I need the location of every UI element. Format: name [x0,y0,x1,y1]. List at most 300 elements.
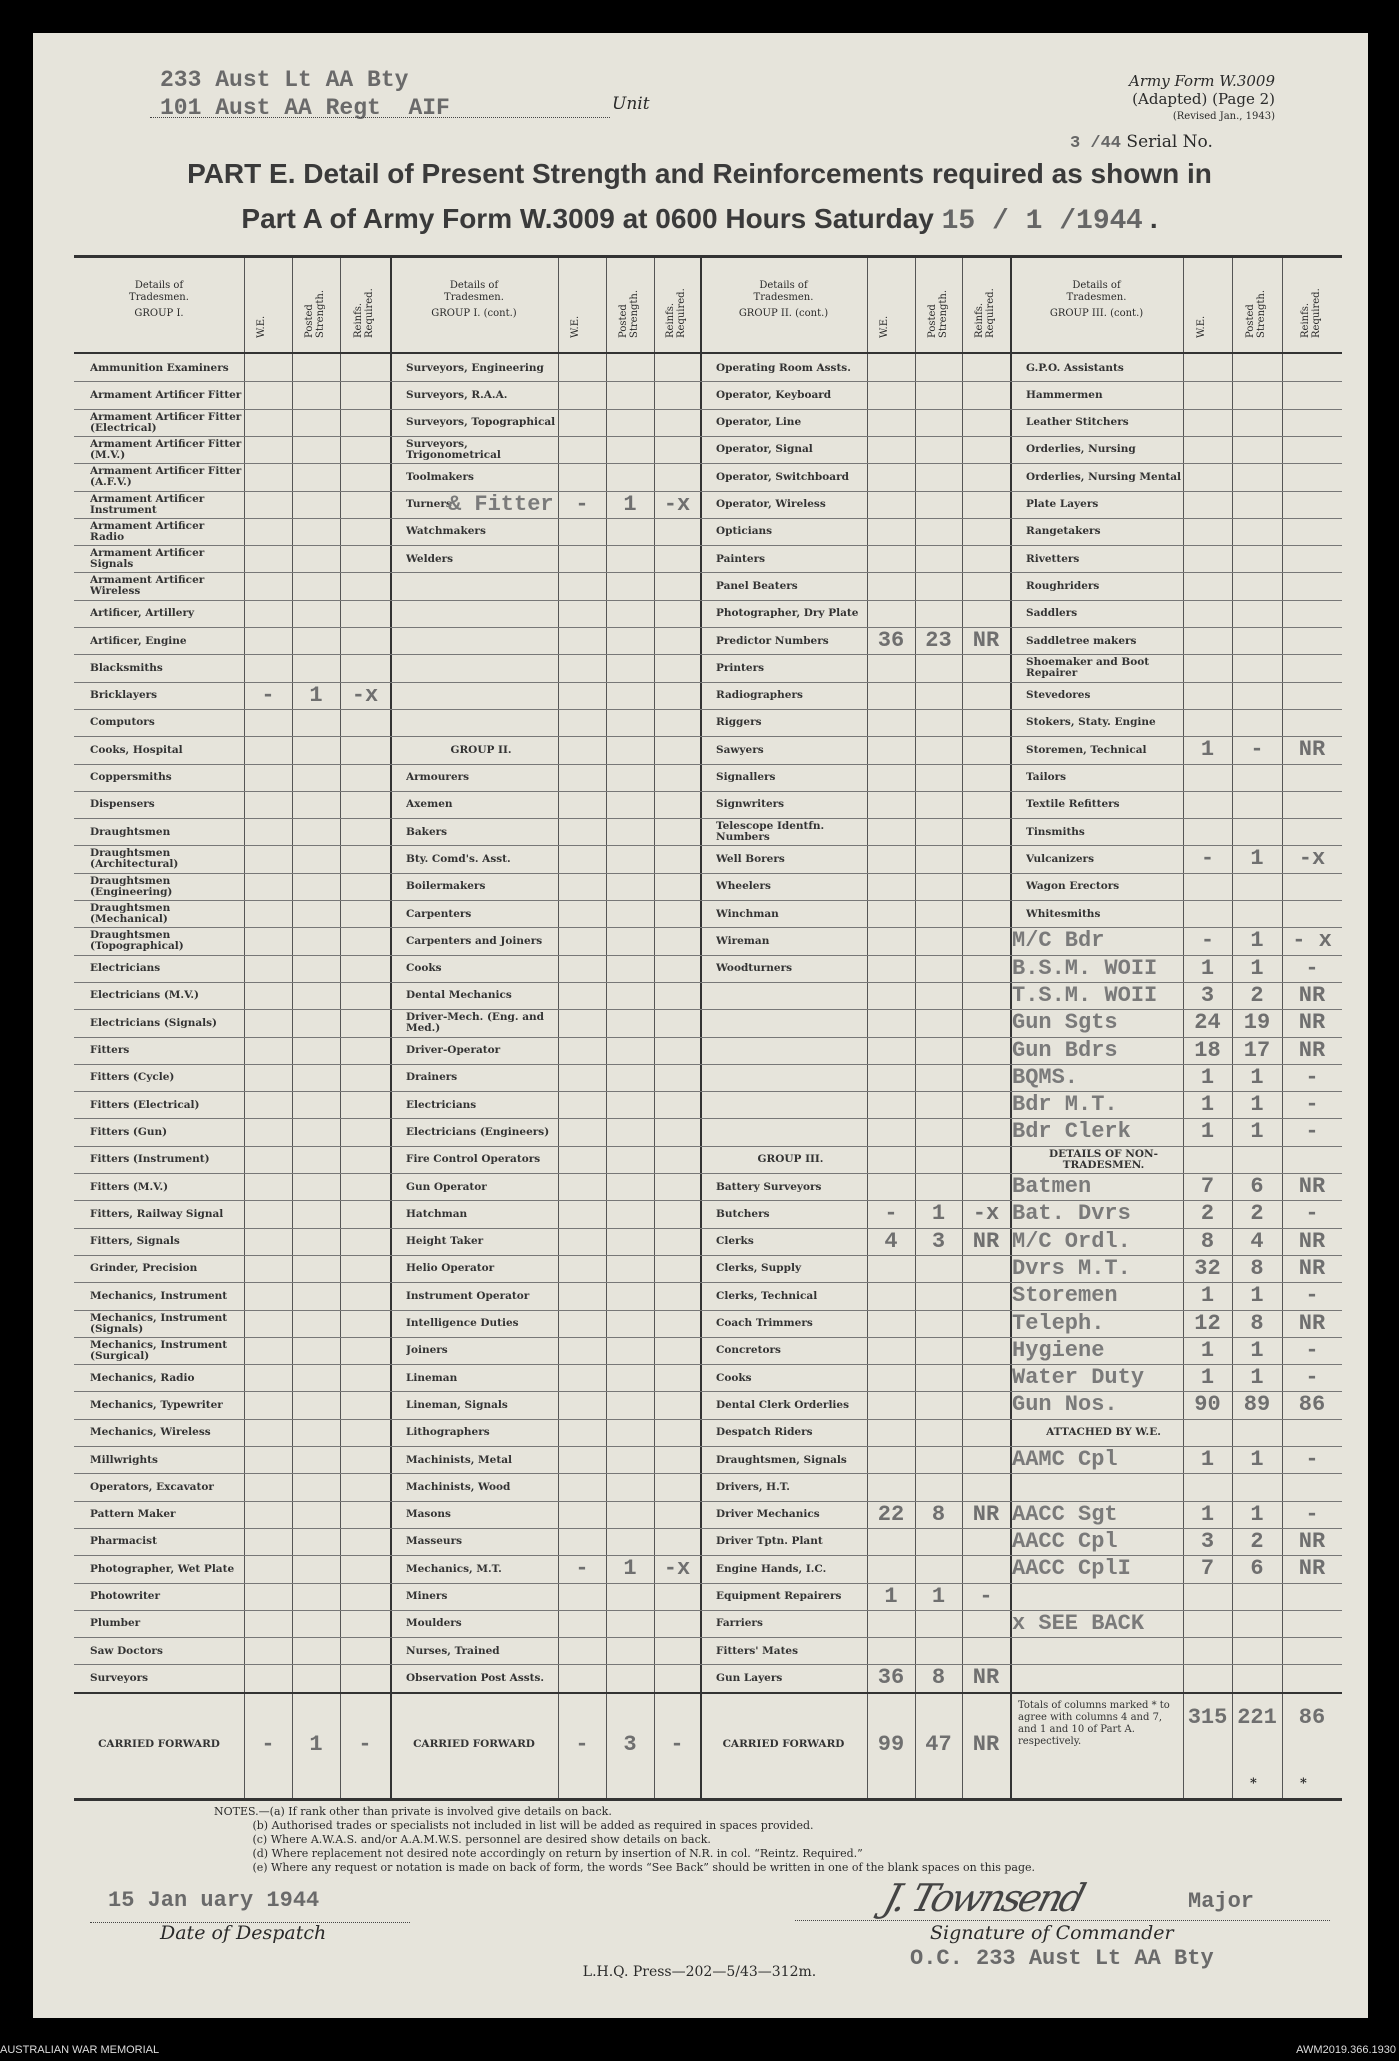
trade-label: Woodturners [716,962,793,975]
strength-value: - [1200,928,1215,954]
strength-value: NR [972,628,1000,653]
row-rule [74,627,1342,628]
row-rule [74,764,1342,765]
strength-table [74,255,1342,1801]
details-heading: Details of Tradesmen. [753,280,814,303]
posted-strength-header: Posted Strength. [926,289,949,338]
strength-value: 18 [1194,1037,1221,1063]
trade-label: Signwriters [716,798,785,811]
strength-value: 19 [1243,1010,1271,1036]
trade-label: Riggers [716,716,762,729]
trade-label: Orderlies, Nursing [1026,443,1136,456]
trade-label: Fire Control Operators [406,1153,541,1166]
carried-forward-value: - [575,1731,589,1757]
strength-value: NR [1298,1037,1326,1063]
carried-forward-value: 99 [877,1731,905,1757]
typed-entry: Hygiene [1012,1337,1105,1363]
trade-label: Coach Trimmers [716,1317,813,1329]
trade-label: Surveyors, Topographical [406,416,556,429]
typed-entry: Gun Nos. [1012,1392,1118,1418]
strength-value: -x [663,1556,691,1582]
strength-value: 1 [1200,1501,1215,1527]
trade-label: Driver Mechanics [716,1508,820,1521]
trade-label: Tinsmiths [1026,825,1085,838]
header-rule [74,352,1342,354]
carried-forward-label: CARRIED FORWARD [722,1738,845,1750]
trade-label: Fitters (M.V.) [90,1180,169,1193]
strength-value: 1 [884,1583,898,1609]
typed-entry: M/C Bdr [1012,928,1105,954]
trade-label: Gun Layers [716,1671,783,1684]
strength-value: 8 [931,1665,946,1691]
posted-strength-header: Posted Strength. [618,289,640,338]
trade-label: Lithographers [406,1426,490,1439]
strength-value: 1 [1250,928,1264,954]
strength-value: 2 [1200,1201,1215,1227]
strength-value: NR [1298,1228,1326,1254]
grand-total-value: 315 [1187,1704,1228,1730]
trade-label: Cooks [716,1371,752,1384]
reinfs-required-header: Reinfs. Required. [1300,288,1322,338]
despatch-date: 15 Jan uary 1944 [108,1888,320,1913]
column-line [867,258,868,1798]
trade-label: Surveyors, R.A.A. [406,388,508,401]
strength-value: - x [1292,928,1332,954]
trade-label: Stokers, Staty. Engine [1026,716,1156,729]
trade-label: Artificer, Artillery [90,607,195,620]
trade-label: Bakers [406,825,448,838]
strength-value: - [1305,1365,1319,1391]
trade-label: Operator, Line [716,416,802,429]
details-heading: Details of Tradesmen. [1066,280,1127,303]
page-title-line1: PART E. Detail of Present Strength and Reinforcements required as shown in [187,158,1212,189]
trade-label: Well Borers [716,852,785,865]
trade-label: Intelligence Duties [406,1317,519,1329]
row-rule [74,873,1342,874]
trade-label: Dispensers [90,798,155,811]
trade-label: Battery Surveyors [716,1180,822,1193]
trade-label: Carpenters and Joiners [406,934,543,947]
trade-label: Fitters (Electrical) [90,1098,200,1111]
trade-label: Observation Post Assts. [406,1671,545,1684]
trade-label: Wagon Erectors [1026,880,1120,893]
strength-value: 12 [1194,1310,1221,1336]
trade-label: Concretors [716,1344,781,1357]
trade-label: Ammunition Examiners [90,361,229,374]
we-header: W.E. [256,315,267,338]
strength-value: 1 [623,491,637,517]
column-header-details [390,280,558,320]
reinfs-required-header: Reinfs. Required. [665,288,687,338]
strength-value: 1 [623,1556,637,1582]
trade-label: Signallers [716,771,776,783]
trade-label: Draughtsmen, Signals [716,1453,847,1466]
strength-value: - [1250,737,1264,763]
typed-entry: Dvrs M.T. [1012,1255,1131,1281]
trade-label: Plate Layers [1026,498,1099,510]
trade-label: Helio Operator [406,1262,495,1275]
trade-label: Fitters (Cycle) [90,1071,175,1084]
strength-value: 1 [1200,1092,1215,1118]
trade-label: Masseurs [406,1535,463,1548]
trade-label: Dental Clerk Orderlies [716,1398,850,1411]
strength-value: NR [972,1228,1000,1254]
typed-entry: AACC Sgt [1012,1501,1118,1527]
trade-label: Operators, Excavator [90,1480,214,1493]
asterisk-mark: * [1250,1776,1257,1791]
trade-label: Gun Operator [406,1180,487,1193]
trade-label: Cooks [406,962,442,975]
trade-label: Welders [406,552,454,565]
strength-value: 4 [1250,1228,1264,1254]
row-rule [74,791,1342,792]
strength-value: - [1305,1201,1319,1227]
carried-forward-value: - [670,1731,684,1757]
strength-value: NR [972,1665,1000,1691]
trade-label: Armament Artificer Radio [90,520,205,543]
serial-number: 3 /44 Serial No. [1070,132,1213,153]
row-rule [74,1583,1342,1584]
trade-label: Painters [716,552,766,565]
details-heading: Details of Tradesmen. [129,280,189,303]
trade-label: Stevedores [1026,689,1091,702]
strength-value: -x [1298,846,1326,872]
strength-value: 1 [1250,1092,1264,1118]
strength-value: 1 [1250,846,1264,872]
trade-label: Wheelers [716,880,771,893]
trade-label: Photographer, Dry Plate [716,607,859,620]
strength-value: 1 [1200,737,1215,763]
strength-value: 89 [1243,1392,1271,1418]
trade-label: Mechanics, M.T. [406,1562,502,1575]
typed-entry: Bdr M.T. [1012,1092,1118,1118]
row-rule [74,600,1342,601]
trade-label: Height Taker [406,1235,484,1248]
trade-label: Drainers [406,1071,458,1084]
trade-label: Coppersmiths [90,771,172,783]
typed-entry: & Fitter [448,491,554,517]
strength-value: 1 [1250,1064,1264,1090]
strength-value: 36 [877,628,905,653]
trade-label: GROUP II. [450,743,512,756]
trade-label: Storemen, Technical [1026,743,1147,756]
strength-value: 23 [925,628,952,653]
strength-value: 2 [1250,1528,1264,1554]
strength-value: 17 [1243,1037,1271,1063]
strength-value: 2 [1250,982,1264,1008]
column-header-details [1010,280,1183,320]
trade-label: Clerks, Technical [716,1289,818,1302]
strength-value: - [1200,846,1215,872]
trade-label: Operator, Keyboard [716,388,832,401]
trade-label: Shoemaker and Boot Repairer [1026,657,1150,680]
trade-label: Leather Stitchers [1026,416,1129,429]
column-line [340,258,341,1798]
trade-label: Textile Refitters [1026,798,1120,811]
trade-label: Operator, Wireless [716,498,826,510]
trade-label: Saddletree makers [1026,634,1137,647]
trade-label: Radiographers [716,689,803,702]
row-rule [74,572,1342,573]
trade-label: Millwrights [90,1453,158,1466]
trade-label: Surveyors [90,1671,149,1684]
strength-value: 1 [1200,955,1215,981]
trade-label: Driver-Mech. (Eng. and Med.) [406,1012,544,1035]
strength-value: NR [1298,982,1326,1008]
row-rule [74,436,1342,437]
details-heading: Details of Tradesmen. [444,280,504,303]
strength-value: - [575,491,589,517]
typed-entry: AACC Cpl [1012,1528,1118,1554]
archive-credit: AUSTRALIAN WAR MEMORIAL [0,2044,160,2056]
trade-label: Armament Artificer Fitter (A.F.V.) [90,466,242,489]
row-rule [74,1473,1342,1474]
trade-label: Pharmacist [90,1535,157,1548]
strength-value: 32 [1194,1255,1221,1281]
row-rule [74,845,1342,846]
column-line [244,258,245,1798]
trade-label: Machinists, Metal [406,1453,512,1466]
signature-underline [795,1920,1330,1921]
strength-value: 86 [1298,1392,1326,1418]
trade-label: Moulders [406,1617,462,1630]
strength-value: NR [972,1501,1000,1527]
column-header-details [700,280,867,320]
signature-label: Signature of Commander [930,1922,1174,1944]
press-imprint: L.H.Q. Press—202—5/43—312m. [582,1964,817,1980]
column-line [962,258,963,1798]
strength-value: 1 [931,1583,946,1609]
trade-label: GROUP III. [757,1153,824,1166]
strength-value: 3 [1200,982,1215,1008]
strength-value: - [979,1583,993,1609]
carried-forward-value: - [358,1731,372,1757]
strength-value: - [1305,1337,1319,1363]
trade-label: Draughtsmen (Engineering) [90,875,173,898]
strength-value: - [884,1201,898,1227]
trade-label: Bricklayers [90,689,158,702]
trade-label: Machinists, Wood [406,1480,511,1493]
trade-label: Armourers [406,771,470,783]
trade-label: Orderlies, Nursing Mental [1026,470,1181,483]
trade-label: Vulcanizers [1026,852,1095,865]
trade-label: Grinder, Precision [90,1262,198,1275]
typed-entry: M/C Ordl. [1012,1228,1131,1254]
trade-label: Miners [406,1590,448,1602]
trade-label: Operating Room Assts. [716,361,851,374]
unit-underline [150,117,610,118]
typed-entry: Storemen [1012,1283,1118,1309]
trade-label: Predictor Numbers [716,634,829,647]
strength-value: -x [663,491,691,517]
row-rule [74,1637,1342,1638]
trade-label: Joiners [406,1344,448,1357]
strength-value: 1 [1200,1283,1215,1309]
commander-rank: Major [1188,1889,1255,1914]
typed-entry: Bdr Clerk [1012,1119,1131,1145]
trade-label: Lineman, Signals [406,1398,508,1411]
strength-value: 6 [1250,1556,1264,1582]
row-rule [74,518,1342,519]
totals-rule [74,1692,1342,1694]
row-rule [74,463,1342,464]
we-header: W.E. [1195,315,1207,338]
trade-label: Sawyers [716,743,764,756]
notes: NOTES.—(a) If rank other than private is involved give details on back. (b) Authorised trades or specialists not included in list will be added as required in spaces provided. (c) Where A.W.A.S. and/or A.A.M.W.S. personnel are desired show details on back. (d) Where replacement not desired note accordingly on return by insertion of N.R. in col. “Reintz. Required.” (e) Where any request or notation is made on back of form, the words “See Back” should be written in one of the blank spaces on this page. [214,1805,1035,1874]
trade-label: Despatch Riders [716,1426,813,1439]
trade-label: Electricians (Engineers) [406,1125,550,1138]
trade-label: Hammermen [1026,388,1103,401]
trade-label: Clerks [716,1235,754,1248]
trade-label: Mechanics, Radio [90,1371,195,1384]
row-rule [74,818,1342,819]
typed-entry: AACC CplI [1012,1556,1131,1582]
group-heading: GROUP I. [134,308,184,319]
totals-note: Totals of columns marked * to agree with columns 4 and 7, and 1 and 10 of Part A. respectively. [1018,1699,1170,1747]
strength-value: 1 [1200,1064,1215,1090]
typed-entry: Water Duty [1012,1365,1145,1391]
trade-label: Armament Artificer Fitter (M.V.) [90,438,242,461]
trade-label: Equipment Repairers [716,1590,842,1602]
trade-label: G.P.O. Assistants [1026,361,1124,374]
trade-label: Surveyors, Trigonometrical [406,438,501,461]
trade-label: Saddlers [1026,607,1078,620]
trade-label: Armament Artificer Instrument [90,493,205,516]
strength-value: NR [1298,1528,1326,1554]
typed-entry: Teleph. [1012,1310,1105,1336]
archive-reference: AWM2019.366.1930 [1296,2044,1396,2056]
trade-label: Computors [90,716,155,729]
strength-value: NR [1298,1310,1326,1336]
typed-entry: x SEE BACK [1012,1610,1145,1636]
trade-label: Mechanics, Instrument (Surgical) [90,1339,228,1362]
trade-label: Winchman [716,907,779,920]
trade-label: Boilermakers [406,880,486,893]
trade-label: Axemen [406,798,453,811]
group-heading: GROUP II. (cont.) [738,308,829,319]
row-rule [74,409,1342,410]
trade-label: Bty. Comd's. Asst. [406,852,511,865]
strength-value: 1 [1250,1365,1264,1391]
trade-label: Fitters (Gun) [90,1125,168,1138]
trade-label: Instrument Operator [406,1289,530,1302]
unit-name: 233 Aust Lt AA Bty 101 Aust AA Regt AIF [160,67,450,121]
trade-label: Toolmakers [406,470,474,483]
trade-label: Draughtsmen [90,825,171,838]
trade-label: Butchers [716,1207,770,1220]
trade-label: Carpenters [406,907,472,920]
trade-label: Fitters, Signals [90,1235,180,1248]
trade-label: Fitters, Railway Signal [90,1207,224,1220]
strength-value: -x [972,1201,1000,1227]
strength-value: 8 [931,1501,946,1527]
strength-value: 3 [1200,1528,1215,1554]
trade-label: Fitters (Instrument) [90,1153,210,1166]
trade-label: Armament Artificer Fitter [90,388,242,401]
trade-label: Engine Hands, I.C. [716,1562,827,1575]
strength-value: - [261,682,275,708]
reinfs-required-header: Reinfs. Required. [974,288,996,338]
trade-label: Plumber [90,1617,141,1630]
column-line [292,258,293,1798]
strength-value: 1 [309,682,323,708]
we-header: W.E. [879,315,890,338]
trade-label: Artificer, Engine [90,634,187,647]
trade-label: Mechanics, Instrument (Signals) [90,1312,228,1335]
strength-value: NR [1298,1255,1326,1281]
strength-value: 8 [1200,1228,1215,1254]
trade-label: Driver Tptn. Plant [716,1535,823,1548]
strength-value: 1 [1250,1119,1264,1145]
row-rule [74,545,1342,546]
strength-value: 1 [1250,1283,1264,1309]
trade-label: Draughtsmen (Topographical) [90,930,184,953]
column-header-details [74,280,244,320]
trade-label: Rivetters [1026,552,1080,565]
row-rule [74,1146,1342,1147]
typed-entry: Gun Bdrs [1012,1037,1118,1063]
reinfs-required-header: Reinfs. Required. [353,288,375,338]
grand-total-value: 86 [1298,1704,1326,1730]
strength-value: 4 [884,1228,898,1254]
trade-label: Armament Artificer Fitter (Electrical) [90,411,242,434]
row-rule [74,491,1342,492]
trade-label: Fitters [90,1044,130,1056]
strength-value: 1 [1250,1447,1264,1472]
typed-entry: Bat. Dvrs [1012,1201,1131,1227]
trade-label: Roughriders [1026,579,1100,592]
trade-label: Hatchman [406,1207,468,1220]
grand-total-value: 221 [1237,1704,1277,1730]
trade-label: Farriers [716,1617,763,1630]
trade-label: DETAILS OF NON-TRADESMEN. [1049,1148,1158,1171]
carried-forward-value: NR [972,1731,1000,1757]
trade-label: Pattern Maker [90,1508,176,1521]
row-rule [74,381,1342,382]
trade-label: Mechanics, Wireless [90,1426,211,1439]
strength-value: - [1305,1064,1319,1090]
strength-value: 1 [1200,1119,1215,1145]
carried-forward-value: 47 [925,1731,952,1757]
strength-value: 3 [931,1228,946,1254]
trade-label: Cooks, Hospital [90,743,183,756]
strength-value: 6 [1250,1174,1264,1199]
trade-label: Dental Mechanics [406,989,512,1002]
typed-entry: AAMC Cpl [1012,1447,1118,1472]
asterisk-mark: * [1300,1776,1307,1791]
trade-label: Photowriter [90,1590,161,1602]
trade-label: Electricians [90,962,161,975]
column-line [915,258,916,1798]
row-rule [74,736,1342,737]
trade-label: Photographer, Wet Plate [90,1562,235,1575]
trade-label: Rangetakers [1026,525,1101,538]
trade-label: Mechanics, Instrument [90,1289,228,1302]
trade-label: Armament Artificer Wireless [90,575,205,598]
carried-forward-label: CARRIED FORWARD [413,1738,535,1750]
commander-signature: J. Townsend [879,1876,1088,1920]
trade-label: Masons [406,1508,451,1521]
strength-value: 1 [1250,955,1264,981]
carried-forward-value: - [261,1731,275,1757]
row-rule [74,654,1342,655]
trade-label: Blacksmiths [90,661,163,674]
trade-label: Watchmakers [406,525,486,538]
typed-entry: B.S.M. WOII [1012,955,1158,981]
strength-value: 36 [877,1665,905,1691]
strength-value: 1 [1250,1501,1264,1527]
strength-value: - [1305,1092,1319,1118]
